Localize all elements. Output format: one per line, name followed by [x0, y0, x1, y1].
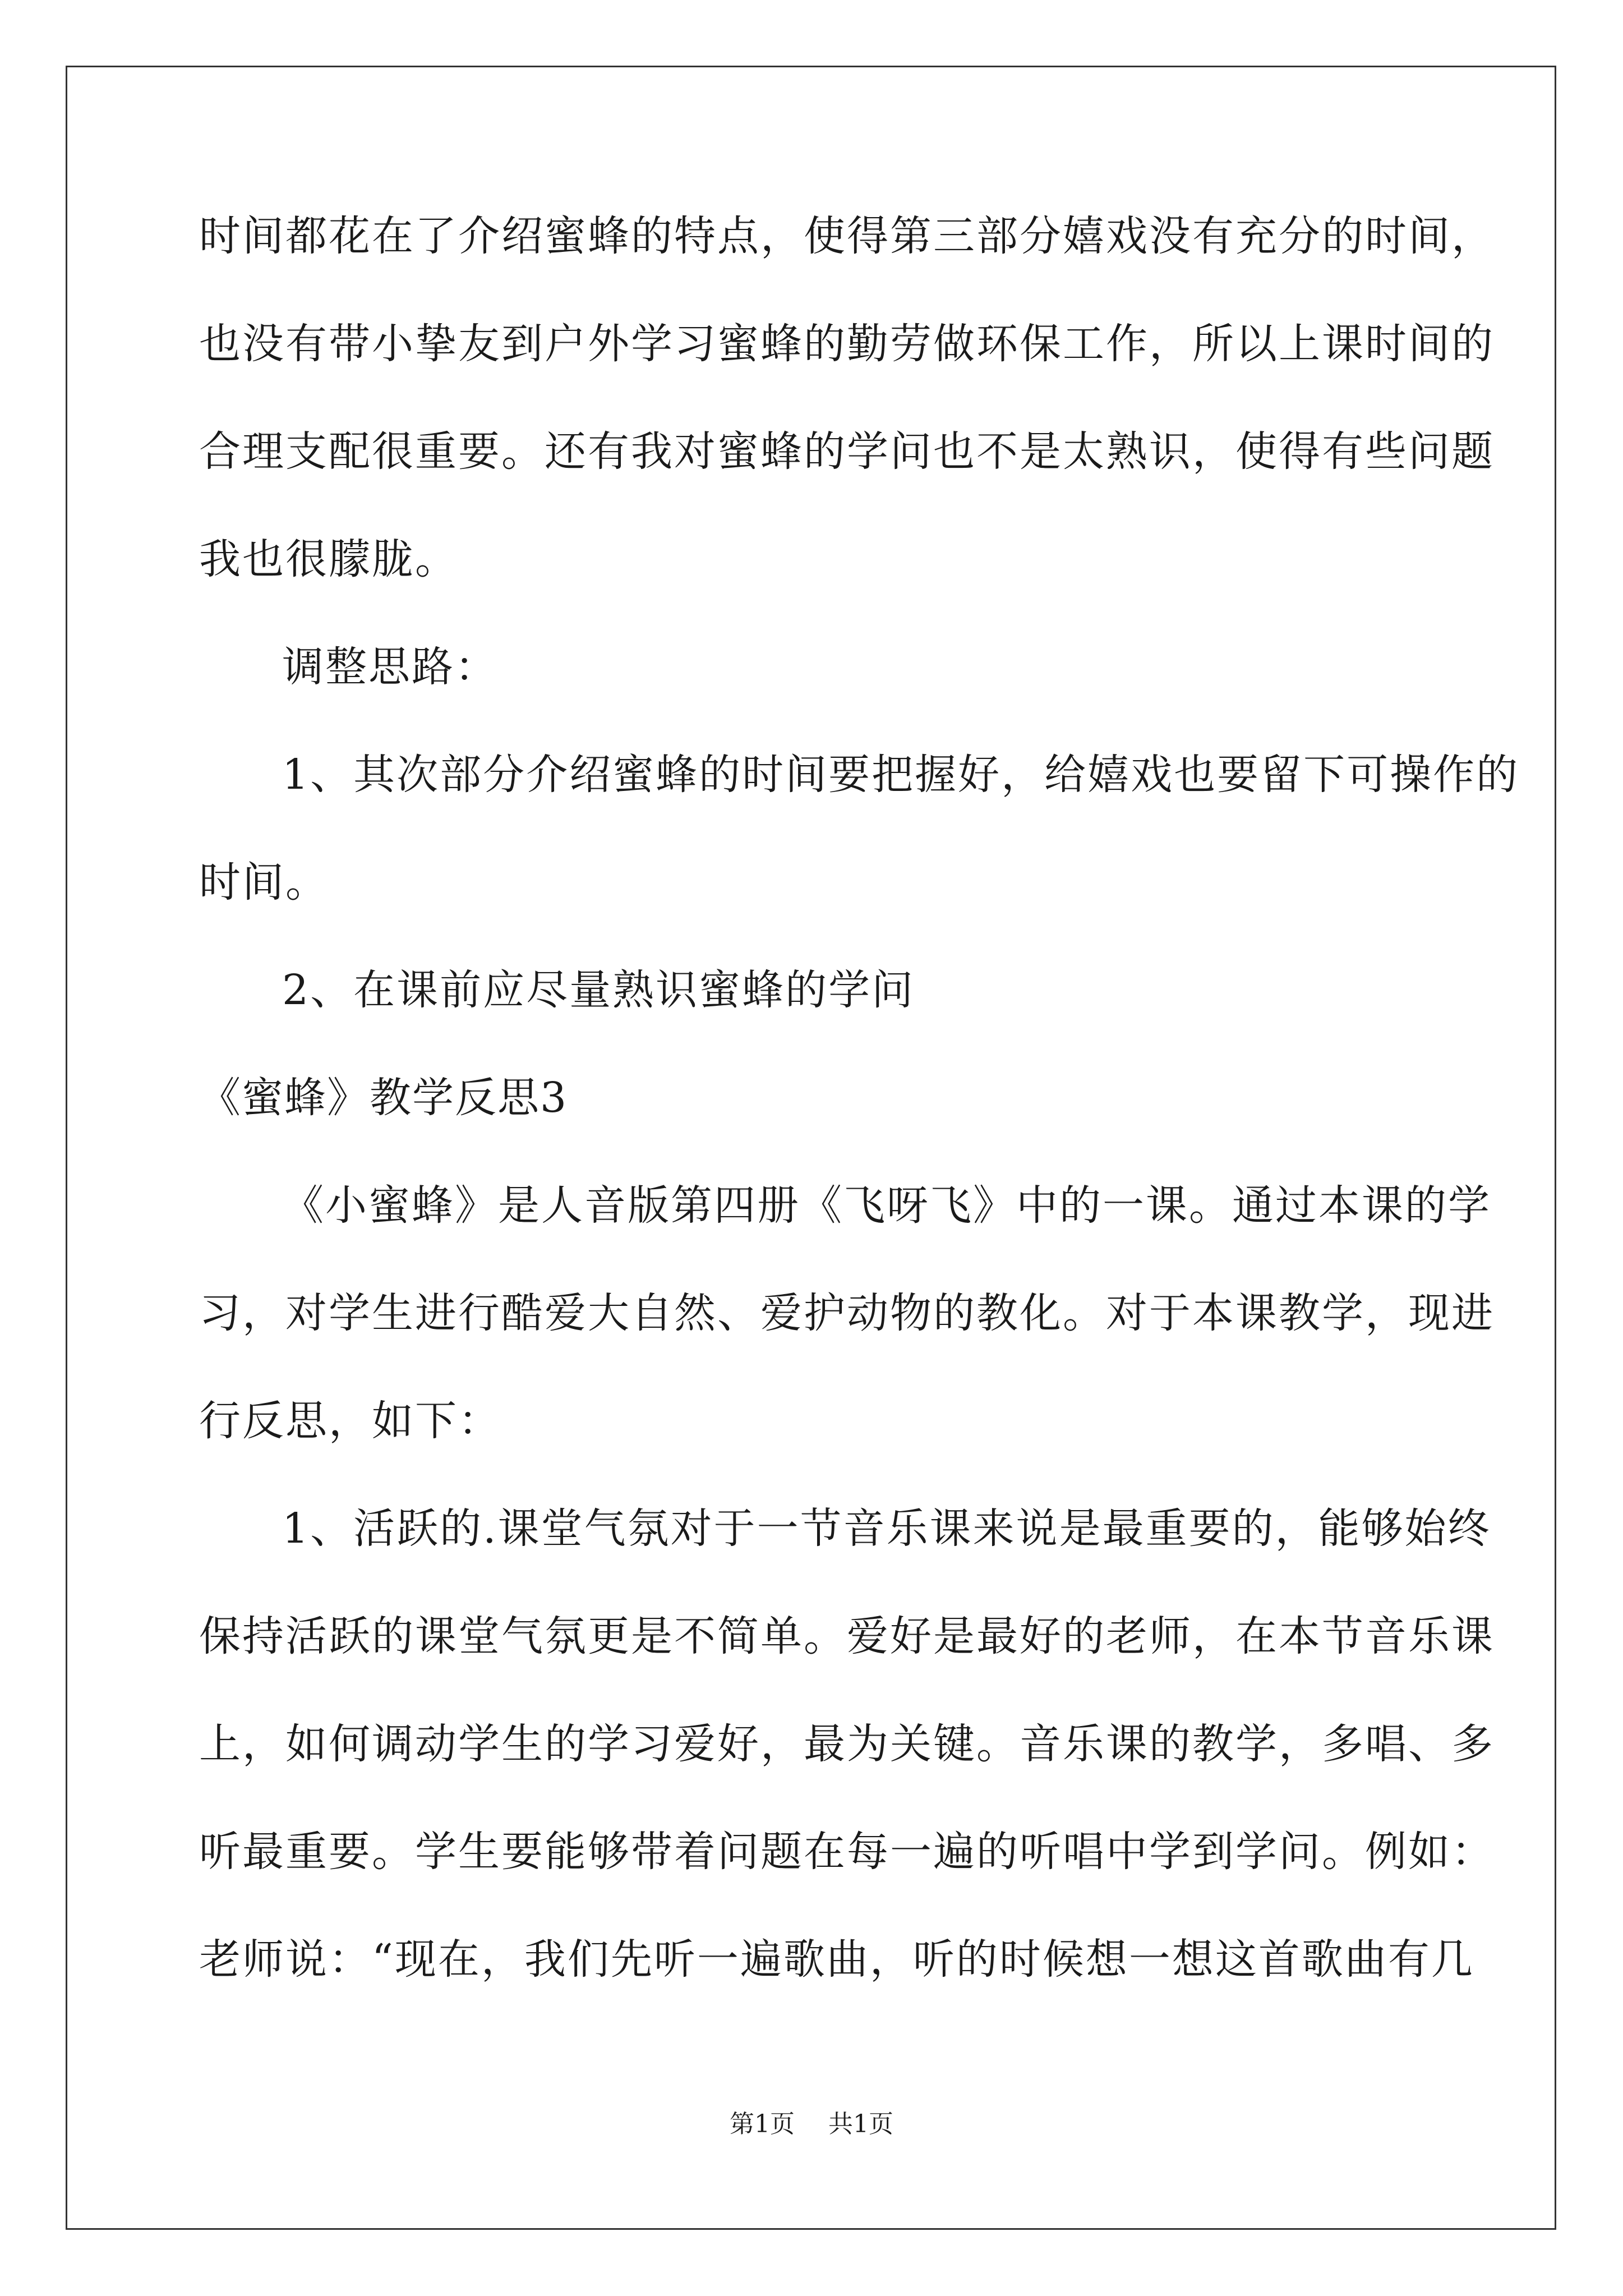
- text-line: 时间。: [199, 858, 329, 907]
- text-line: 老师说：“现在，我们先听一遍歌曲，听的时候想一想这首歌曲有几: [199, 1935, 1474, 1984]
- section-heading: 《蜜蜂》教学反思3: [199, 1074, 568, 1122]
- text-line: 行反思，如下：: [199, 1397, 501, 1445]
- text-line: 《小蜜蜂》是人音版第四册《飞呀飞》中的一课。通过本课的学: [282, 1181, 1491, 1230]
- text-line: 合理支配很重要。还有我对蜜蜂的学问也不是太熟识，使得有些问题: [199, 427, 1495, 476]
- text-line: 保持活跃的课堂气氛更是不简单。爱好是最好的老师，在本节音乐课: [199, 1612, 1495, 1660]
- text-line: 时间都花在了介绍蜜蜂的特点，使得第三部分嬉戏没有充分的时间，: [199, 212, 1495, 260]
- section-label: 调整思路：: [282, 643, 498, 691]
- list-item: 2、在课前应尽量熟识蜜蜂的学问: [282, 966, 915, 1014]
- text-line: 上，如何调动学生的学习爱好，最为关键。音乐课的教学，多唱、多: [199, 1720, 1495, 1768]
- text-line: 听最重要。学生要能够带着问题在每一遍的听唱中学到学问。例如：: [199, 1828, 1495, 1876]
- page-footer: [0, 2108, 1623, 2141]
- page-total: 共1页: [828, 2110, 893, 2138]
- list-item: 1、活跃的.课堂气氛对于一节音乐课来说是最重要的，能够始终: [282, 1504, 1491, 1553]
- text-line: 也没有带小挚友到户外学习蜜蜂的勤劳做环保工作，所以上课时间的: [199, 320, 1495, 368]
- text-line: 我也很朦胧。: [199, 535, 458, 583]
- page-number: 第1页: [730, 2110, 795, 2138]
- list-item: 1、其次部分介绍蜜蜂的时间要把握好，给嬉戏也要留下可操作的: [282, 751, 1520, 799]
- document-body: [199, 209, 1520, 2040]
- text-line: 习，对学生进行酷爱大自然、爱护动物的教化。对于本课教学，现进: [199, 1289, 1495, 1337]
